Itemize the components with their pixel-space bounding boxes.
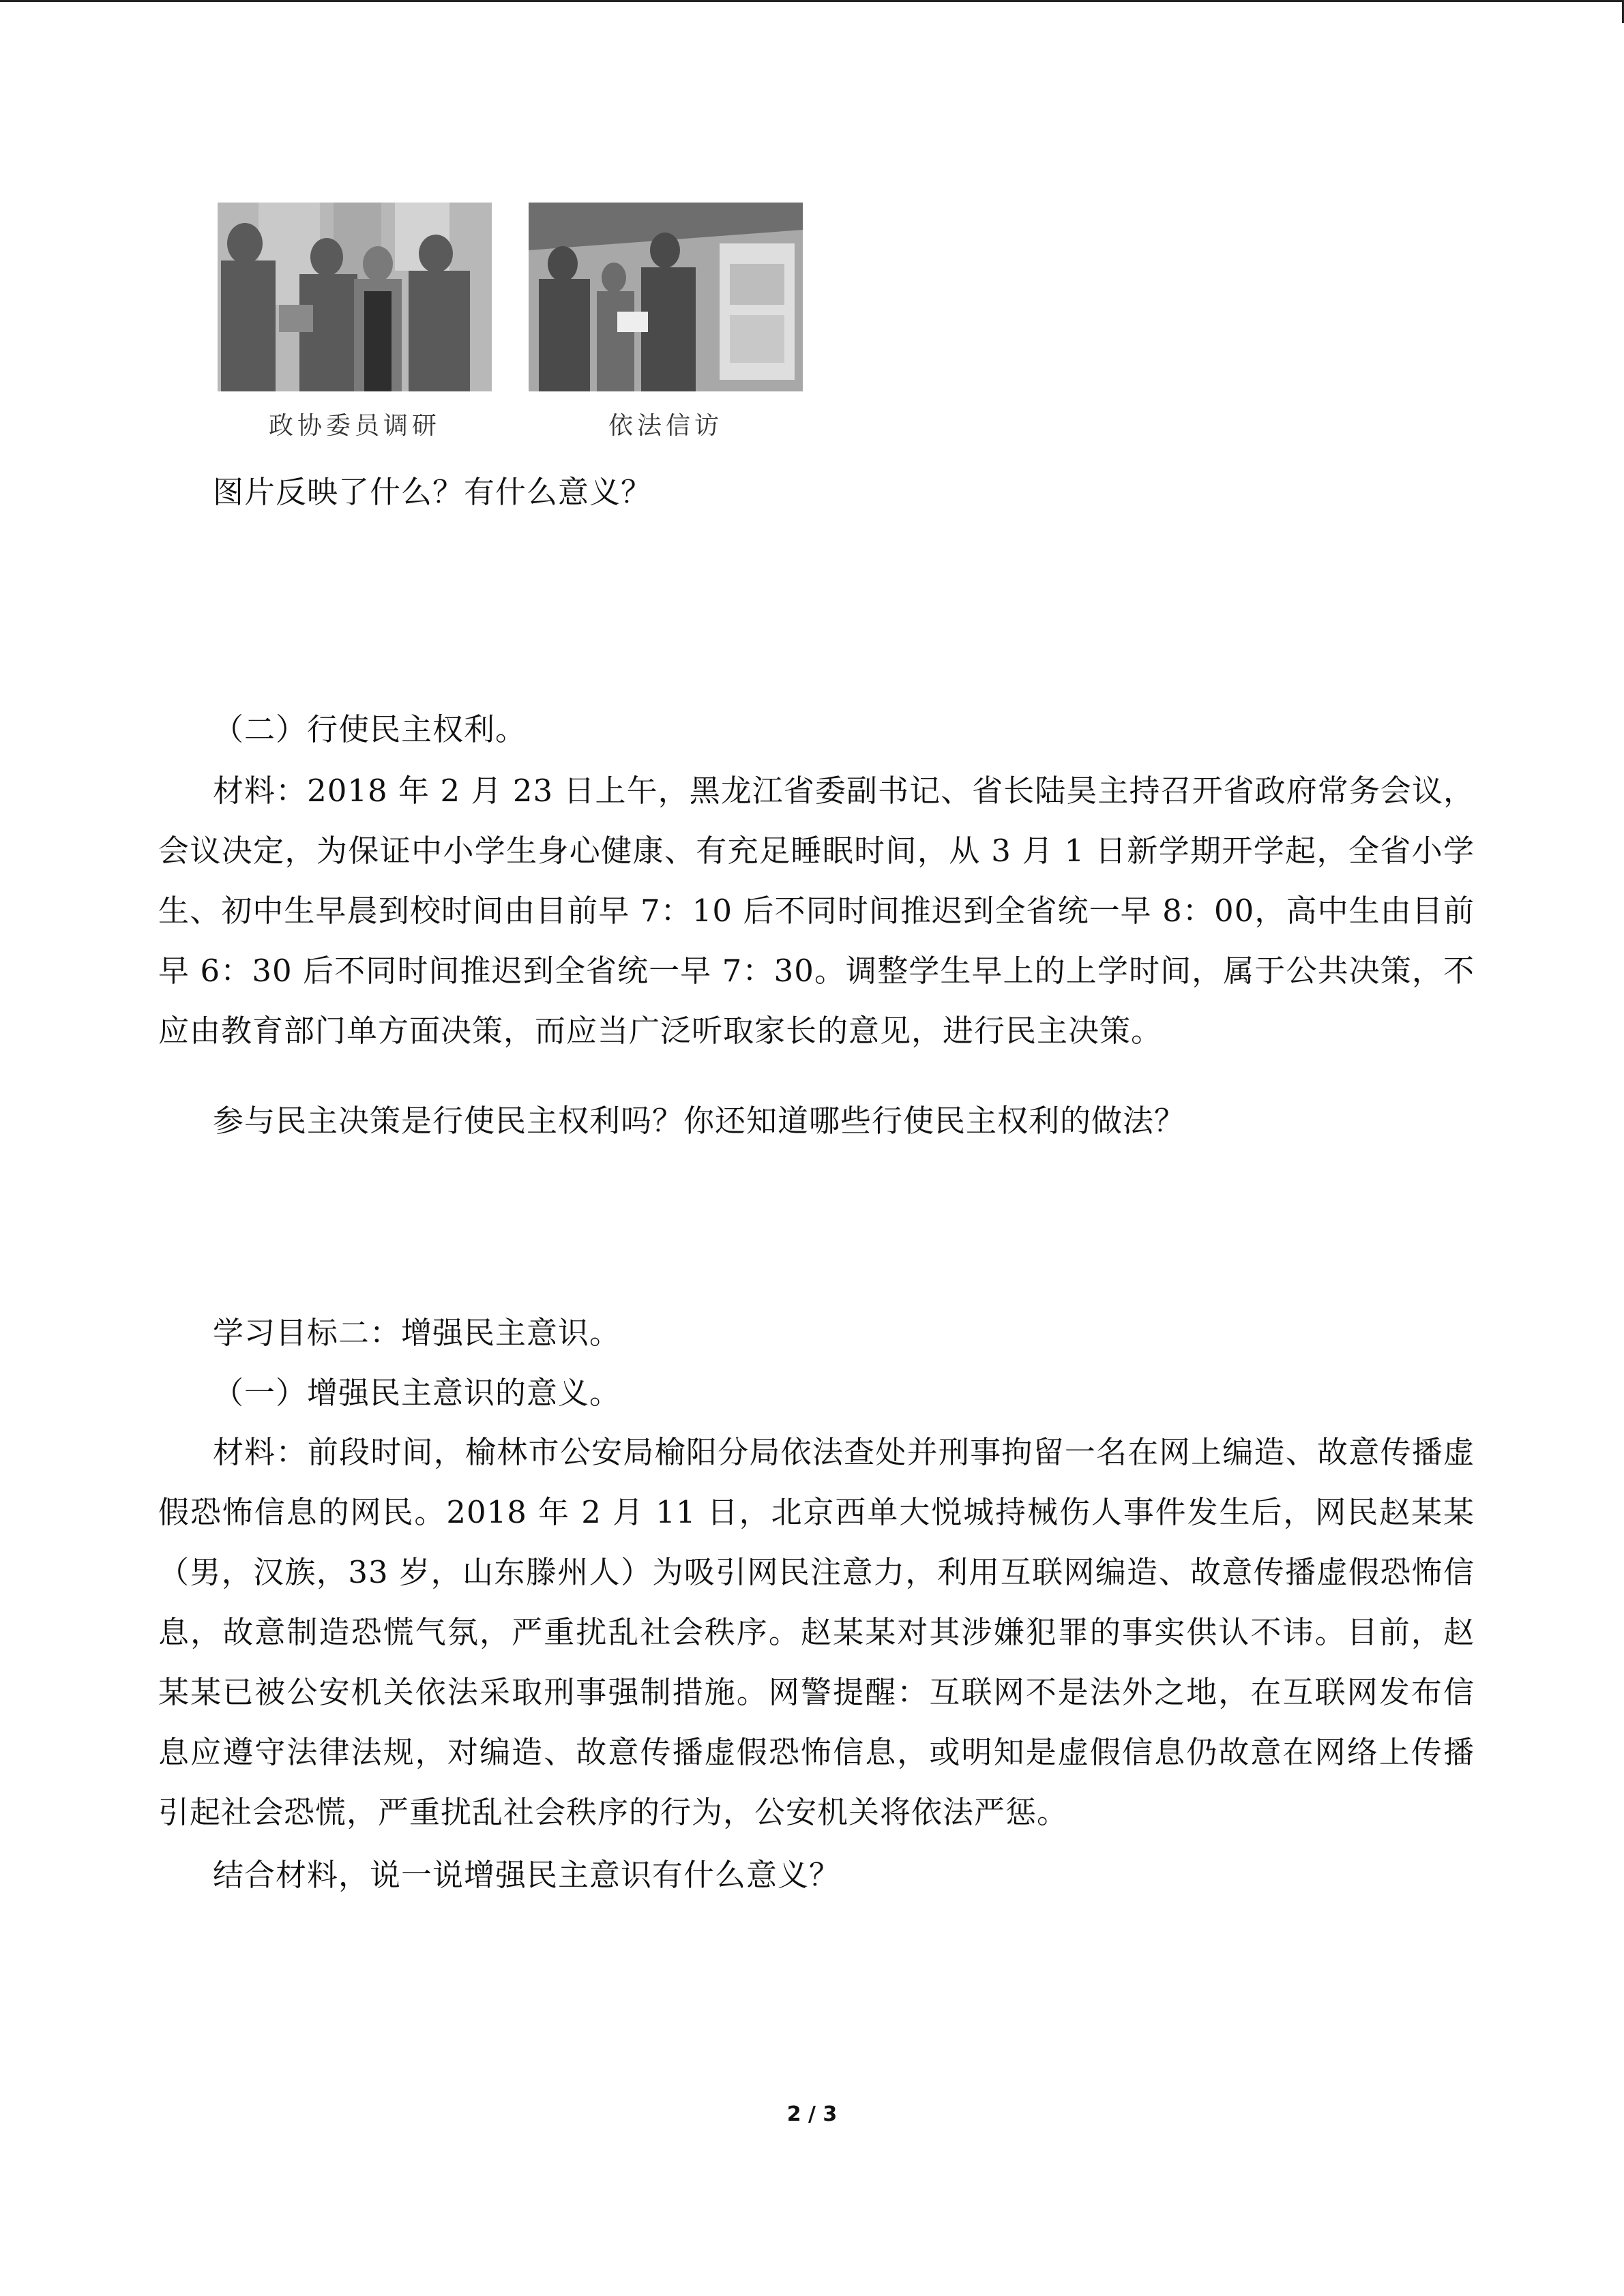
photo-caption-cppcc: 政协委员调研 <box>268 412 441 440</box>
page-border-top <box>0 0 1624 2</box>
page-number: 2 / 3 <box>786 2102 838 2126</box>
question-democratic-awareness: 结合材料，说一说增强民主意识有什么意义？ <box>213 1857 841 1893</box>
photo-lawful-petition <box>529 203 803 391</box>
material-paragraph-heilongjiang: 材料：2018 年 2 月 23 日上午，黑龙江省委副书记、省长陆昊主持召开省政府常务会议，会议决定，为保证中小学生身心健康、有充足睡眠时间，从 3 月 1 日新学期开学起，全省小学生、初中生早晨到校时间由目前早 7：10 后不同时间推迟到全省统一早 8：00，高中生由目前早 6：30 后不同时间推迟到全省统一早 7：30。调整学生早上的上学时间，属于公共决策，不应由教育部门单方面决策，而应当广泛听取家长的意见，进行民主决策。 <box>158 773 1475 1049</box>
photo-cppcc-research <box>218 203 492 391</box>
photo-caption-petition: 依法信访 <box>608 412 723 440</box>
material-paragraph-internet-rumor: 材料：前段时间，榆林市公安局榆阳分局依法查处并刑事拘留一名在网上编造、故意传播虚假恐怖信息的网民。2018 年 2 月 11 日，北京西单大悦城持械伤人事件发生后，网民赵某某（男，汉族，33 岁，山东滕州人）为吸引网民注意力，利用互联网编造、故意传播虚假恐怖信息，故意制造恐慌气氛，严重扰乱社会秩序。赵某某对其涉嫌犯罪的事实供认不讳。目前，赵某某已被公安机关依法采取刑事强制措施。网警提醒：互联网不是法外之地，在互联网发布信息应遵守法律法规，对编造、故意传播虚假恐怖信息，或明知是虚假信息仍故意在网络上传播引起社会恐慌，严重扰乱社会秩序的行为，公安机关将依法严惩。 <box>158 1434 1475 1830</box>
question-democratic-decision: 参与民主决策是行使民主权利吗？你还知道哪些行使民主权利的做法？ <box>213 1103 1186 1139</box>
section-heading-significance: （一）增强民主意识的意义。 <box>213 1375 621 1411</box>
question-pictures: 图片反映了什么？有什么意义？ <box>213 474 653 510</box>
learning-goal-two: 学习目标二：增强民主意识。 <box>213 1315 621 1351</box>
section-heading-exercise-rights: （二）行使民主权利。 <box>213 711 527 747</box>
